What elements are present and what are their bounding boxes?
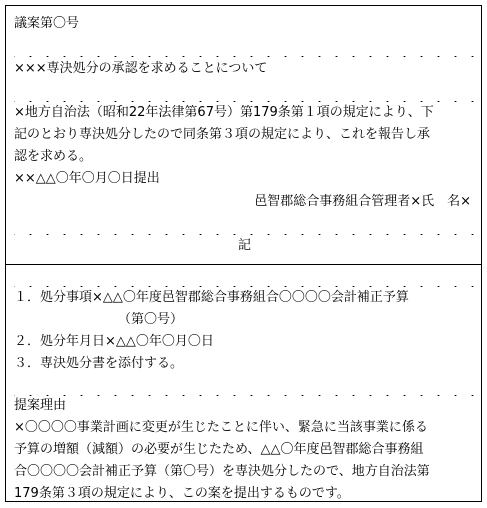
- reason-line: 合〇〇〇〇会計補正予算（第〇号）を専決処分したので、地方自治法第: [14, 464, 430, 479]
- body-line: 認を求める。: [14, 149, 93, 164]
- item-1: １．処分事項×△△〇年度邑智郡総合事務組合〇〇〇〇会計補正予算: [14, 290, 409, 305]
- dotted-divider: [14, 80, 475, 102]
- body-line: 記のとおり専決処分したので同条第３項の規定により、これを報告し承: [14, 127, 431, 142]
- dotted-divider: [14, 374, 475, 396]
- doc-title: ×××専決処分の承認を求めることについて: [14, 61, 268, 76]
- signer: 邑智郡総合事務組合管理者×氏 名×: [254, 194, 471, 209]
- reason-heading: 提案理由: [14, 398, 67, 413]
- dotted-divider: [14, 265, 475, 287]
- reason-line: 179条第３項の規定により、この案を提出するものです。: [14, 486, 350, 501]
- reason-line: ×〇〇〇〇事業計画に変更が生じたことに伴い、緊急に当該事業に係る: [14, 420, 428, 435]
- body-line: ×地方自治法（昭和22年法律第67号）第179条第１項の規定により、下: [14, 105, 434, 120]
- reason-line: 予算の増額（減額）の必要が生じたため、△△〇年度邑智郡総合事務組: [14, 442, 424, 457]
- lower-section: [6, 264, 481, 504]
- submission-date: ××△△〇年〇月〇日提出: [14, 171, 160, 186]
- bill-number: 議案第〇号: [14, 16, 80, 31]
- item-3: ３．専決処分書を添付する。: [14, 356, 184, 371]
- item-2: ２．処分年月日×△△〇年〇月〇日: [14, 334, 214, 349]
- dotted-divider: [14, 35, 475, 57]
- document-frame: [5, 5, 482, 502]
- upper-section: [6, 6, 481, 262]
- dotted-divider: [14, 213, 475, 235]
- ki-heading: 記: [237, 238, 251, 253]
- item-1-cont: （第〇号）: [118, 312, 184, 327]
